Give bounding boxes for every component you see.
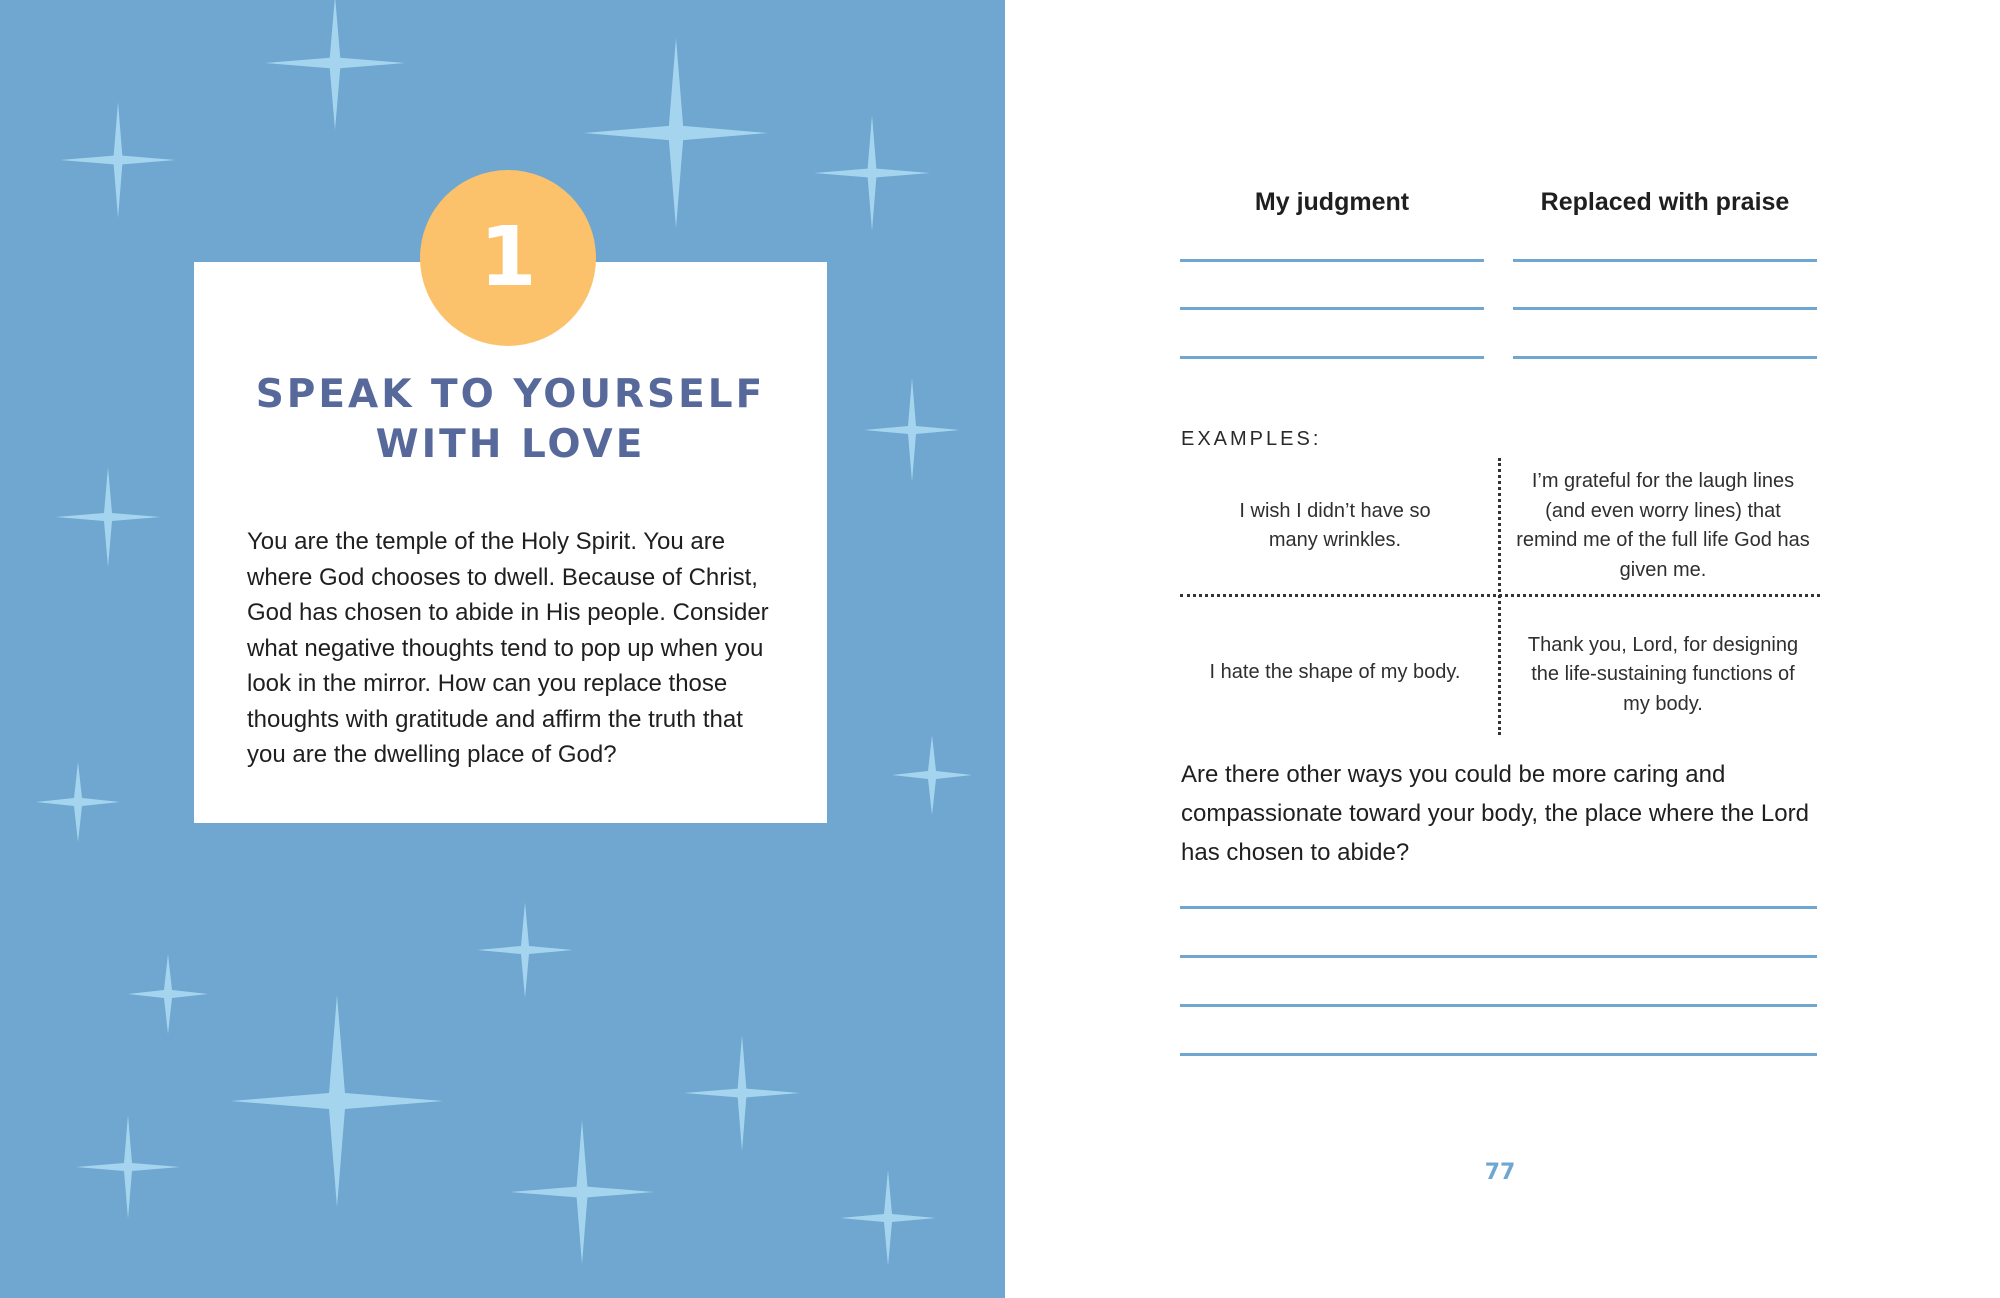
star-shape [840, 1170, 936, 1266]
answer-writing-line[interactable] [1180, 1004, 1817, 1007]
praise-writing-line[interactable] [1513, 356, 1817, 359]
answer-writing-line[interactable] [1180, 906, 1817, 909]
star-shape [584, 38, 768, 228]
example-judgment-2 [1185, 613, 1485, 733]
judgment-writing-line[interactable] [1180, 259, 1484, 262]
star-shape [892, 735, 972, 815]
examples-vertical-divider [1498, 458, 1501, 735]
star-shape [36, 762, 120, 842]
star-shape [477, 902, 573, 998]
answer-writing-line[interactable] [1180, 955, 1817, 958]
replaced-with-praise-header: Replaced with praise [1540, 188, 1790, 216]
judgment-writing-line[interactable] [1180, 356, 1484, 359]
activity-number-badge [420, 170, 596, 346]
answer-writing-line[interactable] [1180, 1053, 1817, 1056]
prompt-body-text: You are the temple of the Holy Spirit. You are where God chooses to dwell. Because of Christ, God has chosen to abide in His people. Consider what negative thoughts tend to pop up when you look in the mirror. How can you replace those thoughts with gratitude and affirm the truth that you are the dwelling place of God? [247, 528, 769, 768]
example-praise-1 [1508, 458, 1818, 594]
praise-writing-line[interactable] [1513, 307, 1817, 310]
example-praise-2-text: Thank you, Lord, for designing the life-sustaining functions of my body. [1527, 633, 1799, 715]
activity-title-line1: SPEAK TO YOURSELF [255, 372, 766, 417]
star-shape [265, 0, 405, 130]
praise-writing-line[interactable] [1513, 259, 1817, 262]
example-judgment-1-text: I wish I didn’t have so many wrinkles. [1239, 499, 1431, 551]
star-shape [60, 102, 176, 218]
my-judgment-header: My judgment [1254, 188, 1410, 216]
page-number: 77 [1484, 1160, 1516, 1185]
star-shape [864, 378, 960, 482]
star-shape [56, 467, 160, 567]
star-shape [510, 1120, 654, 1264]
star-shape [814, 115, 930, 231]
example-judgment-2-text: I hate the shape of my body. [1209, 661, 1461, 684]
star-shape [231, 995, 443, 1207]
activity-number: 1 [479, 210, 537, 305]
example-praise-2 [1508, 617, 1818, 733]
star-shape [128, 954, 208, 1034]
judgment-writing-line[interactable] [1180, 307, 1484, 310]
example-judgment-1 [1185, 466, 1485, 586]
examples-label: EXAMPLES: [1181, 428, 1322, 450]
reflection-question: Are there other ways you could be more caring and compassionate toward your body, the place where the Lord has chosen to abide? [1181, 761, 1809, 866]
example-praise-1-text: I’m grateful for the laugh lines (and even worry lines) that remind me of the full life God has given me. [1516, 470, 1810, 581]
star-shape [684, 1035, 800, 1151]
activity-title [194, 370, 827, 470]
star-shape [76, 1115, 180, 1219]
prompt-card [194, 262, 827, 823]
activity-title-line2: WITH LOVE [375, 422, 646, 467]
